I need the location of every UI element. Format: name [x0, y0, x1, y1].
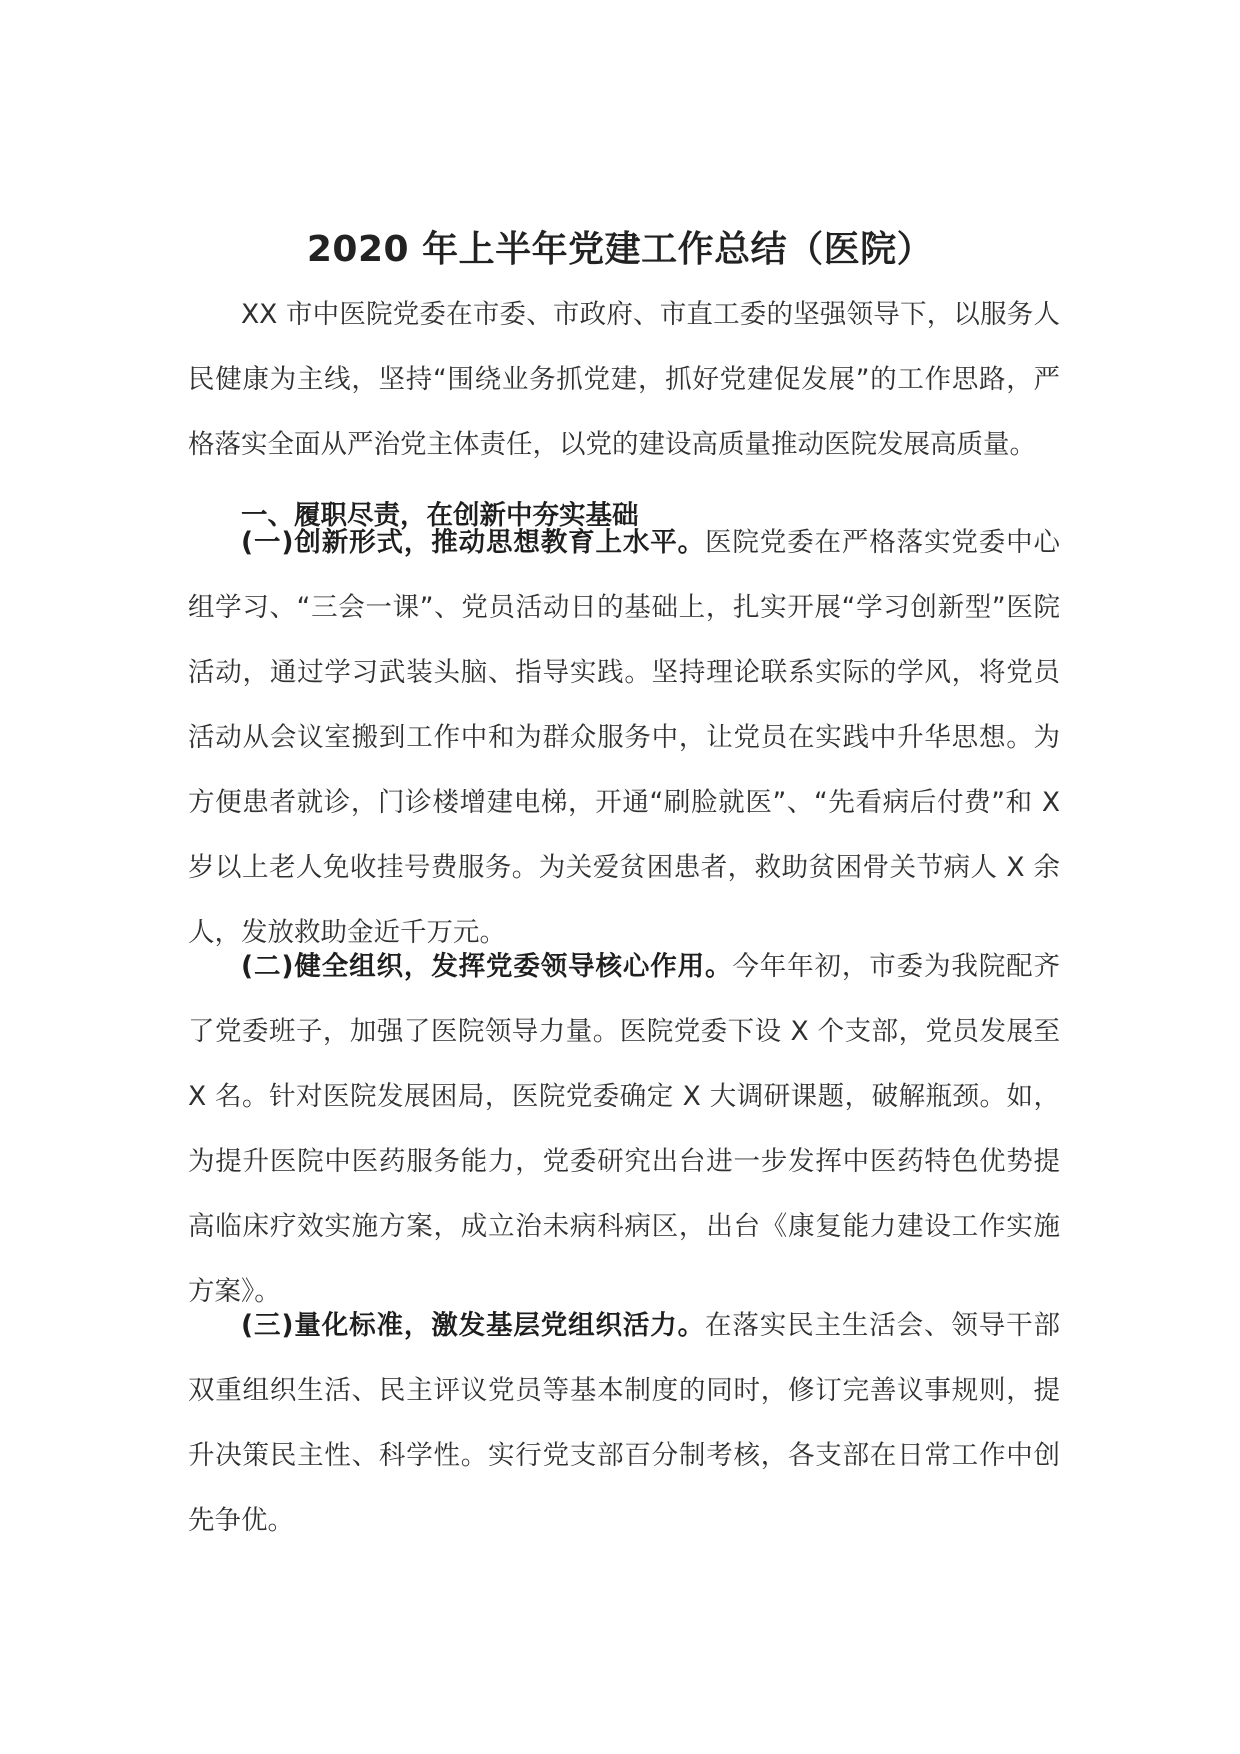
item-3-text: 在落实民主生活会、领导干部双重组织生活、民主评议党员等基本制度的同时，修订完善议事规则，提升决策民主性、科学性。实行党支部百分制考核，各支部在日常工作中创先争优。: [188, 1310, 1060, 1536]
intro-paragraph-block: [188, 282, 1060, 548]
item-2-paragraph: [188, 934, 1060, 1324]
item-3-lead: (三)量化标准，激发基层党组织活力。: [241, 1310, 705, 1341]
item-1-lead: (一)创新形式，推动思想教育上水平。: [241, 527, 705, 558]
item-2-lead: (二)健全组织，发挥党委领导核心作用。: [241, 951, 733, 982]
item-2-block: [188, 934, 1060, 1324]
item-3-block: [188, 1293, 1060, 1553]
intro-paragraph: XX 市中医院党委在市委、市政府、市直工委的坚强领导下，以服务人民健康为主线，坚持“围绕业务抓党建，抓好党建促发展”的工作思路，严格落实全面从严治党主体责任，以党的建设高质量推动医院发展高质量。: [188, 299, 1060, 460]
item-1-text: 医院党委在严格落实党委中心组学习、“三会一课”、党员活动日的基础上，扎实开展“学习创新型”医院活动，通过学习武装头脑、指导实践。坚持理论联系实际的学风，将党员活动从会议室搬到工作中和为群众服务中，让党员在实践中升华思想。为方便患者就诊，门诊楼增建电梯，开通“刷脸就医”、“先看病后付费”和 X 岁以上老人免收挂号费服务。为关爱贫困患者，救助贫困骨关节病人 X 余人，发放救助金近千万元。: [188, 527, 1060, 948]
section-heading-1: 一、履职尽责，在创新中夯实基础: [241, 500, 639, 531]
item-2-text: 今年年初，市委为我院配齐了党委班子，加强了医院领导力量。医院党委下设 X 个支部，党员发展至 X 名。针对医院发展困局，医院党委确定 X 大调研课题，破解瓶颈。如，为提升医院中医药服务能力，党委研究出台进一步发挥中医药特色优势提高临床疗效实施方案，成立治未病科病区，出台《康复能力建设工作实施方案》。: [188, 951, 1060, 1307]
item-3-paragraph: [188, 1293, 1060, 1553]
document-title: 2020 年上半年党建工作总结（医院）: [306, 229, 934, 271]
item-1-block: [188, 510, 1060, 965]
item-1-paragraph: [188, 510, 1060, 965]
